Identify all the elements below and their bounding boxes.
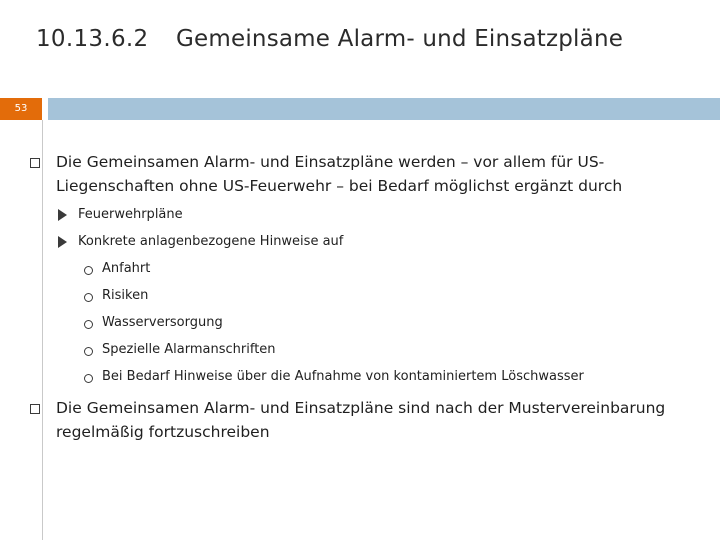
slide-number-badge: 53 bbox=[0, 98, 42, 120]
bullet-text: Die Gemeinsamen Alarm- und Einsatzpläne sind nach der Mustervereinbarung regelmäßig fortzuschreiben bbox=[56, 399, 666, 441]
sub-sub-bullet-text: Spezielle Alarmanschriften bbox=[102, 342, 276, 357]
sub-bullet-text: Konkrete anlagenbezogene Hinweise auf bbox=[78, 234, 344, 249]
circle-bullet-icon bbox=[84, 266, 93, 275]
header-accent-bar bbox=[48, 98, 720, 120]
circle-bullet-icon bbox=[84, 374, 93, 383]
sub-sub-bullet-text: Bei Bedarf Hinweise über die Aufnahme von kontaminiertem Löschwasser bbox=[102, 369, 584, 384]
sub-bullet-text: Feuerwehrpläne bbox=[78, 207, 183, 222]
slide-section-number: 10.13.6.2 bbox=[36, 26, 149, 52]
slide-title: Gemeinsame Alarm- und Einsatzpläne bbox=[176, 26, 624, 52]
bullet-text: Die Gemeinsamen Alarm- und Einsatzpläne werden – vor allem für US-Liegenschaften ohne US-Feuerwehr – bei Bedarf möglichst ergänzt durch bbox=[56, 153, 623, 195]
sub-sub-bullet-text: Wasserversorgung bbox=[102, 315, 223, 330]
sub-sub-bullet-text: Anfahrt bbox=[102, 261, 151, 276]
square-bullet-icon bbox=[30, 158, 40, 168]
left-divider-line bbox=[42, 120, 43, 540]
arrow-bullet-icon bbox=[58, 236, 67, 248]
circle-bullet-icon bbox=[84, 347, 93, 356]
circle-bullet-icon bbox=[84, 320, 93, 329]
sub-sub-bullet-text: Risiken bbox=[102, 288, 149, 303]
arrow-bullet-icon bbox=[58, 209, 67, 221]
square-bullet-icon bbox=[30, 404, 40, 414]
circle-bullet-icon bbox=[84, 293, 93, 302]
